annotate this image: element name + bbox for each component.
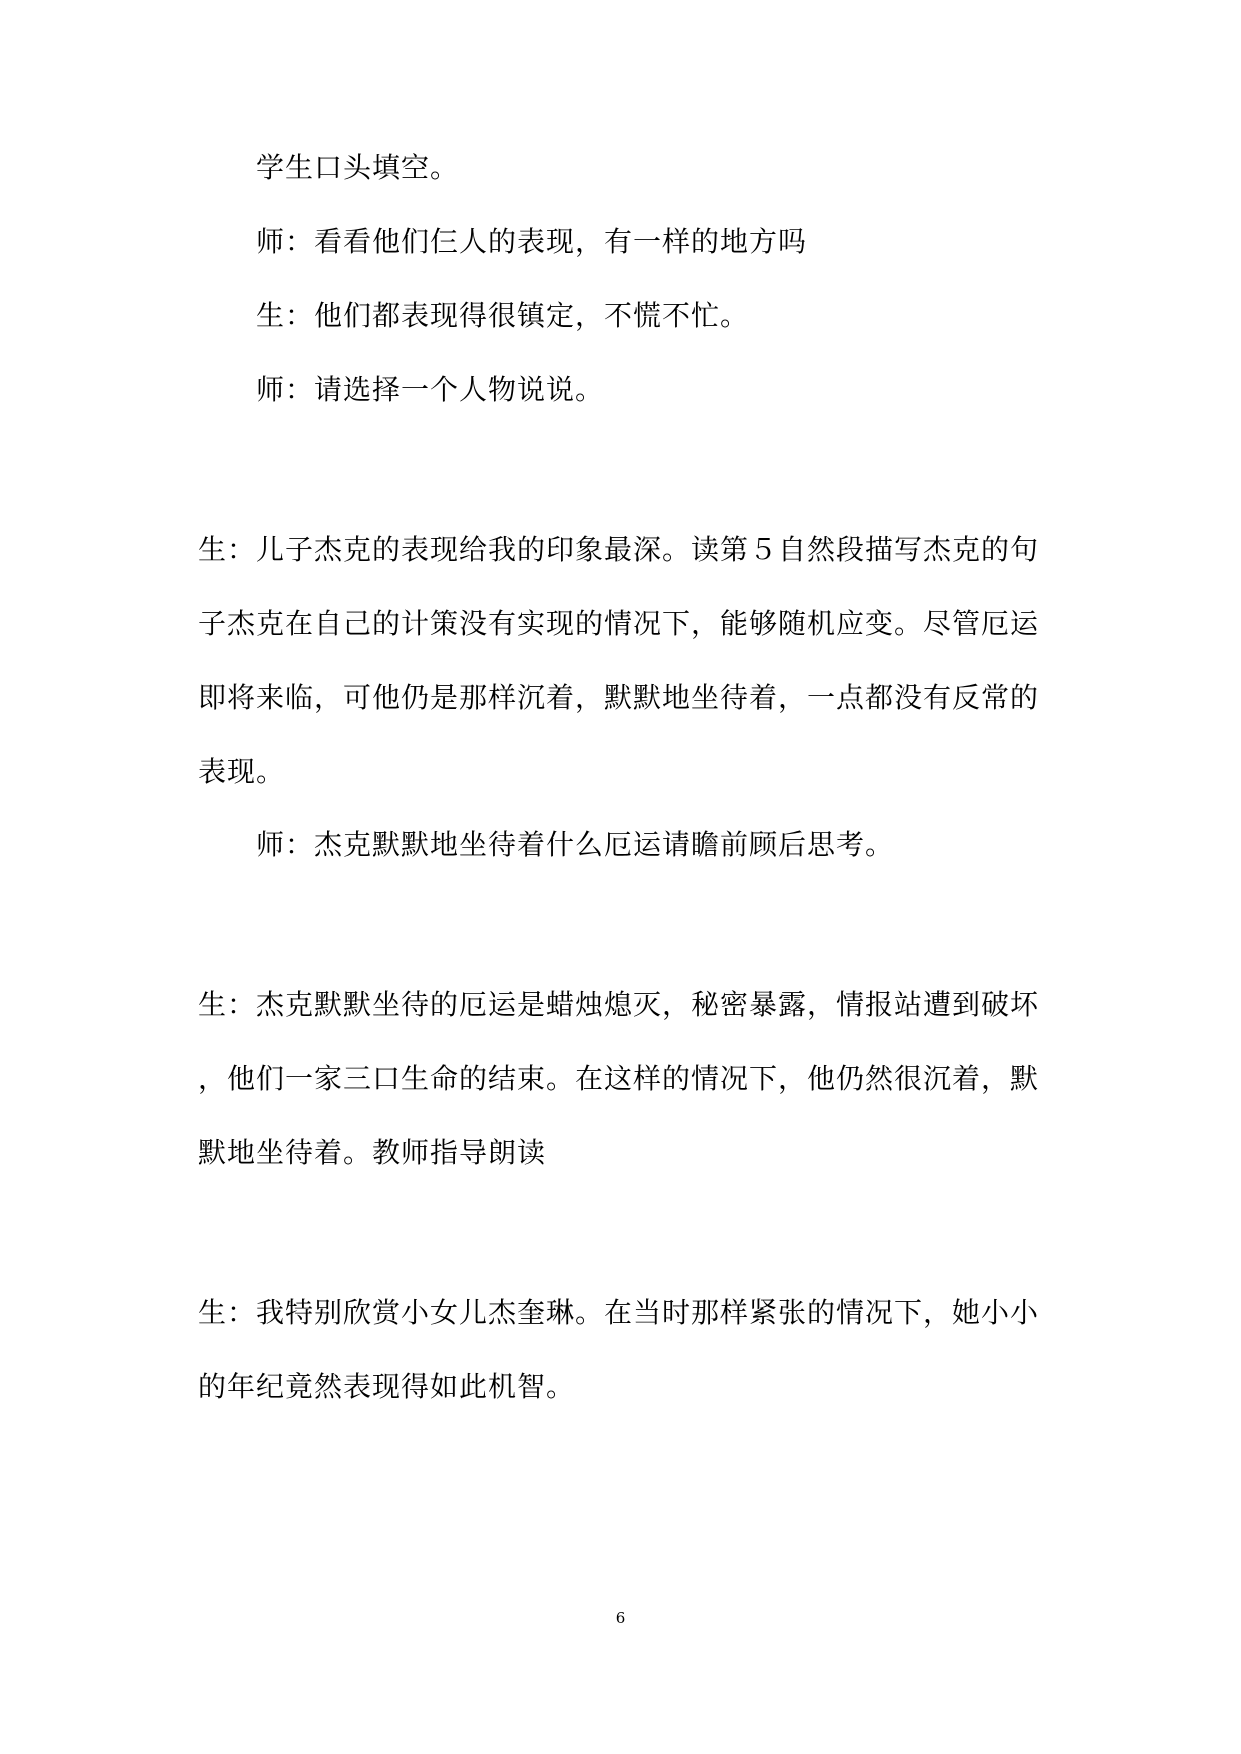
paragraph-line: 学生口头填空。 <box>256 151 460 184</box>
paragraph-line: 的年纪竟然表现得如此机智。 <box>198 1370 576 1403</box>
paragraph-line: 师：请选择一个人物说说。 <box>256 373 605 406</box>
paragraph-line: 师：杰克默默地坐待着什么厄运请瞻前顾后思考。 <box>256 828 895 861</box>
paragraph-line: ，他们一家三口生命的结束。在这样的情况下，他仍然很沉着，默 <box>198 1062 1040 1095</box>
paragraph-line: 生：他们都表现得很镇定，不慌不忙。 <box>256 299 750 332</box>
paragraph-line: 表现。 <box>198 755 286 788</box>
paragraph-line: 生：杰克默默坐待的厄运是蜡烛熄灭，秘密暴露，情报站遭到破坏 <box>198 988 1040 1021</box>
paragraph-line: 师：看看他们仨人的表现，有一样的地方吗 <box>256 225 808 258</box>
paragraph-line: 生：我特别欣赏小女儿杰奎琳。在当时那样紧张的情况下，她小小 <box>198 1296 1040 1329</box>
paragraph-line: 子杰克在自己的计策没有实现的情况下，能够随机应变。尽管厄运 <box>198 607 1040 640</box>
paragraph-line: 即将来临，可他仍是那样沉着，默默地坐待着，一点都没有反常的 <box>198 681 1040 714</box>
page-number: 6 <box>615 1609 626 1627</box>
paragraph-line: 默地坐待着。教师指导朗读 <box>198 1136 547 1169</box>
paragraph-line: 生：儿子杰克的表现给我的印象最深。读第５自然段描写杰克的句 <box>198 533 1040 566</box>
